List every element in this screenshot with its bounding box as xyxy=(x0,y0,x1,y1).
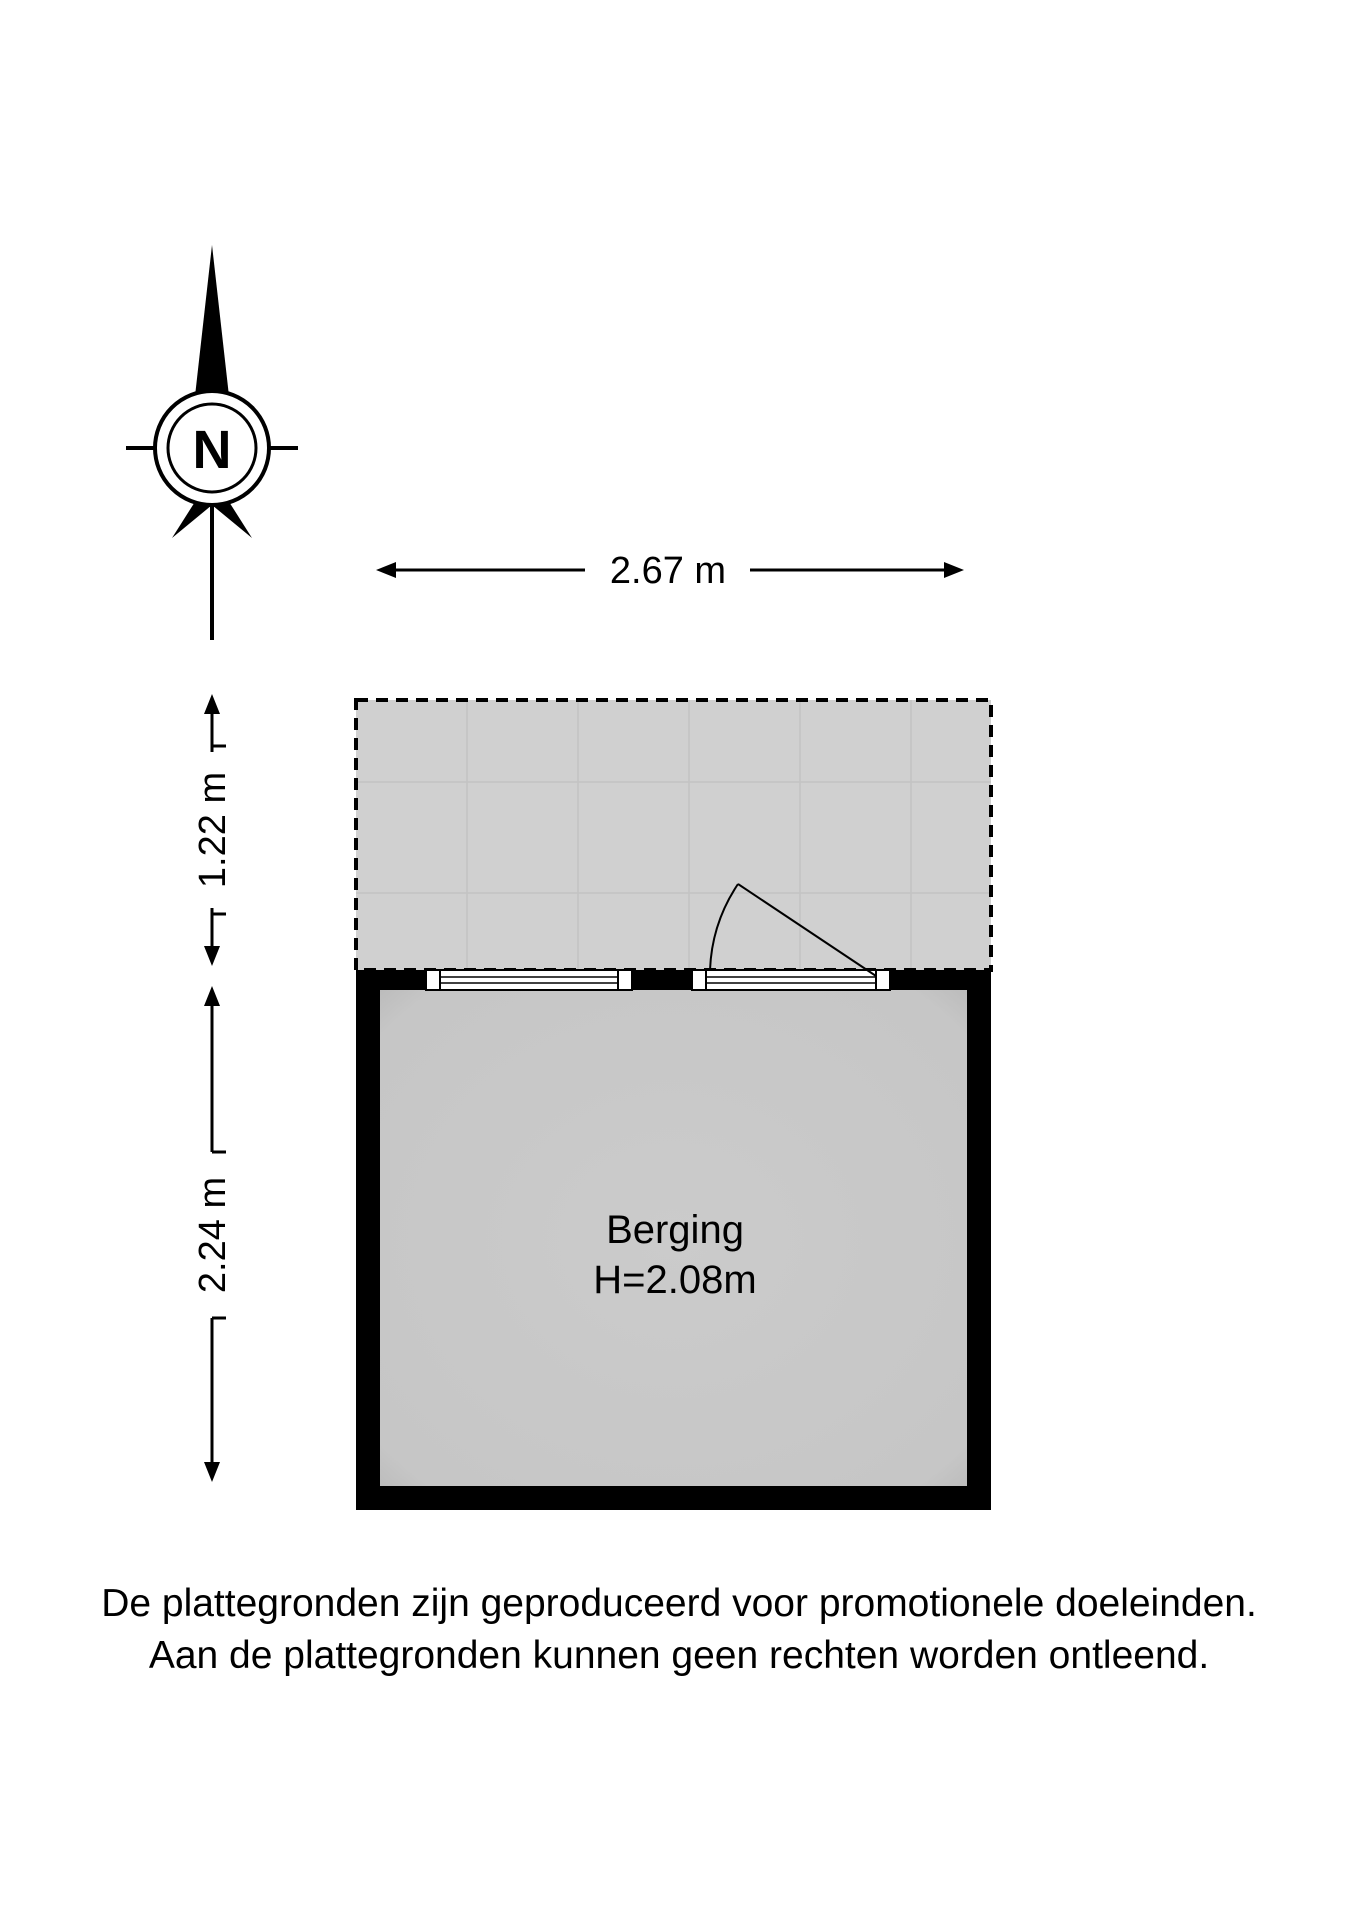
width-dimension-label: 2.67 m xyxy=(609,550,727,592)
north-arrow-icon xyxy=(126,245,298,640)
terrace-area xyxy=(356,700,991,970)
room-name: Berging xyxy=(606,1208,744,1252)
disclaimer xyxy=(0,1578,1358,1682)
room-height: H=2.08m xyxy=(593,1258,757,1302)
disclaimer-line-1: De plattegronden zijn geproduceerd voor promotionele doeleinden. xyxy=(101,1582,1257,1625)
disclaimer-line-2: Aan de plattegronden kunnen geen rechten worden ontleend. xyxy=(148,1634,1210,1677)
terrace-depth-label: 1.22 m xyxy=(192,771,234,889)
room-depth-dimension xyxy=(192,986,234,1482)
compass-label: N xyxy=(192,420,232,480)
room-depth-label: 2.24 m xyxy=(192,1176,234,1294)
window xyxy=(426,970,632,990)
width-dimension xyxy=(376,550,964,592)
terrace-depth-dimension xyxy=(192,694,234,966)
